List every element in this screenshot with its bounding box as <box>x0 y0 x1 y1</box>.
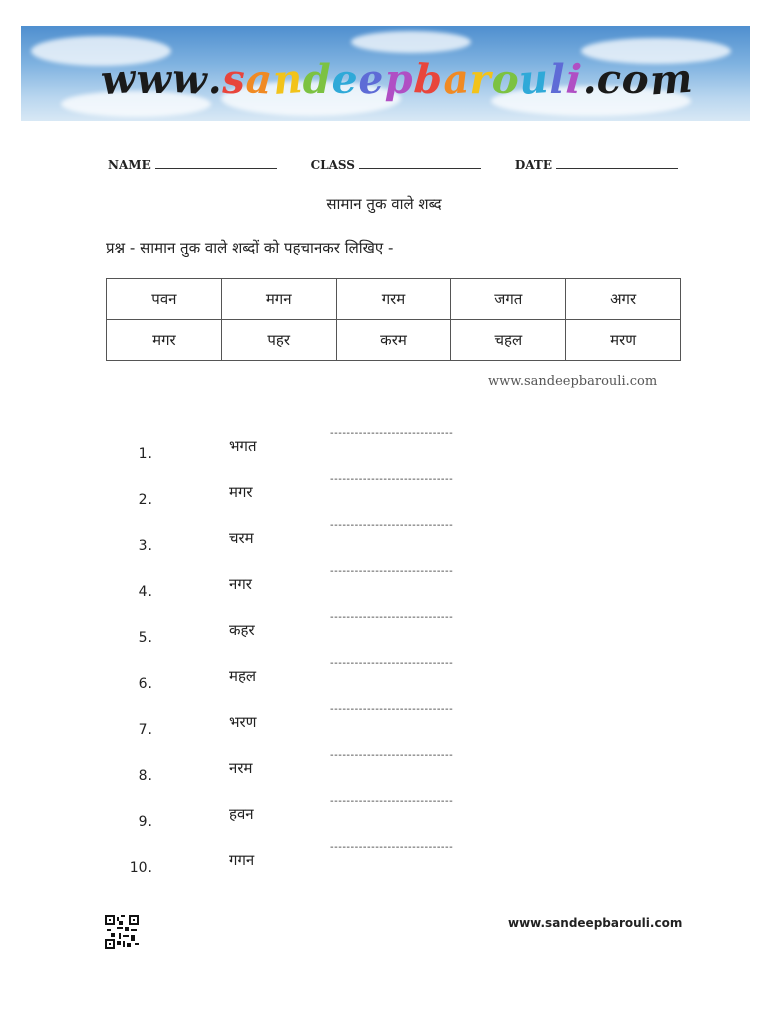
logo-letter: n <box>271 55 305 104</box>
item-word: कहर <box>229 621 255 639</box>
answer-blank[interactable]: ------------------------------ <box>330 566 454 577</box>
question-instruction: प्रश्न - सामान तुक वाले शब्दों को पहचानकर लिखिए - <box>106 239 394 257</box>
item-word: भगत <box>229 437 257 455</box>
table-cell: अगर <box>566 279 681 320</box>
item-number: 8. <box>138 768 152 784</box>
logo-letter: r <box>469 56 492 103</box>
table-cell: पहर <box>221 320 336 361</box>
table-row <box>107 279 681 320</box>
logo-letter: l <box>549 56 566 103</box>
answer-blank[interactable]: ------------------------------ <box>330 658 454 669</box>
logo-letter: p <box>384 56 414 103</box>
logo-letter: w <box>170 54 209 105</box>
logo-letter: o <box>490 55 521 104</box>
name-blank-line <box>155 158 277 169</box>
exercise-item <box>0 842 768 880</box>
table-cell: मगन <box>221 279 336 320</box>
answer-blank[interactable]: ------------------------------ <box>330 428 454 439</box>
footer-website[interactable]: www.sandeepbarouli.com <box>508 916 683 930</box>
rhyming-words-table <box>106 278 681 361</box>
item-number: 10. <box>129 860 152 876</box>
item-word: नरम <box>229 759 253 777</box>
logo-letter: d <box>302 56 332 103</box>
table-cell: गरम <box>336 279 451 320</box>
item-word: मगर <box>229 483 253 501</box>
table-cell: चहल <box>451 320 566 361</box>
item-word: नगर <box>229 575 252 593</box>
date-label: DATE <box>514 158 552 172</box>
table-cell: जगत <box>451 279 566 320</box>
class-label: CLASS <box>310 158 355 172</box>
answer-blank[interactable]: ------------------------------ <box>330 474 454 485</box>
answer-blank[interactable]: ------------------------------ <box>330 842 454 853</box>
qr-code-icon[interactable] <box>105 915 139 949</box>
exercise-item <box>0 520 768 558</box>
table-row <box>107 320 681 361</box>
name-field[interactable] <box>108 158 277 172</box>
item-number: 7. <box>138 722 152 738</box>
exercise-item <box>0 566 768 604</box>
logo-letter: a <box>244 55 275 104</box>
item-number: 6. <box>138 676 152 692</box>
answer-blank[interactable]: ------------------------------ <box>330 750 454 761</box>
logo-letter: o <box>620 55 652 104</box>
exercise-item <box>0 796 768 834</box>
logo-letter: b <box>412 55 445 104</box>
table-cell: मरण <box>566 320 681 361</box>
table-cell: करम <box>336 320 451 361</box>
logo-letter: s <box>222 56 246 103</box>
logo-letter: e <box>330 55 360 104</box>
logo-letter: a <box>441 55 472 104</box>
date-blank-line <box>556 158 678 169</box>
item-word: गगन <box>229 851 255 869</box>
logo-letter: . <box>205 55 224 104</box>
logo-letter: w <box>136 56 172 103</box>
site-logo-text[interactable] <box>101 56 693 103</box>
logo-letter: u <box>517 55 551 104</box>
table-cell: पवन <box>107 279 222 320</box>
logo-letter: . <box>580 55 599 104</box>
exercise-item <box>0 704 768 742</box>
class-blank-line <box>359 158 481 169</box>
worksheet-title: सामान तुक वाले शब्द <box>326 195 442 213</box>
exercise-item <box>0 428 768 466</box>
header-banner <box>21 26 750 121</box>
item-number: 3. <box>138 538 152 554</box>
item-word: हवन <box>229 805 254 823</box>
answer-blank[interactable]: ------------------------------ <box>330 612 454 623</box>
student-info-row <box>108 158 678 172</box>
table-cell: मगर <box>107 320 222 361</box>
item-number: 1. <box>138 446 152 462</box>
item-word: चरम <box>229 529 254 547</box>
logo-letter: m <box>648 54 695 105</box>
answer-blank[interactable]: ------------------------------ <box>330 796 454 807</box>
item-number: 4. <box>138 584 152 600</box>
logo-letter: w <box>99 54 139 105</box>
exercise-item <box>0 612 768 650</box>
item-word: महल <box>229 667 257 685</box>
class-field[interactable] <box>311 158 481 172</box>
item-number: 5. <box>138 630 152 646</box>
exercise-item <box>0 658 768 696</box>
item-number: 2. <box>138 492 152 508</box>
logo-letter: e <box>356 55 387 104</box>
website-watermark: www.sandeepbarouli.com <box>488 374 658 389</box>
item-number: 9. <box>138 814 152 830</box>
answer-blank[interactable]: ------------------------------ <box>330 704 454 715</box>
item-word: भरण <box>229 713 257 731</box>
exercise-item <box>0 474 768 512</box>
name-label: NAME <box>108 158 151 172</box>
logo-letter: c <box>596 56 623 103</box>
date-field[interactable] <box>515 158 678 172</box>
answer-blank[interactable]: ------------------------------ <box>330 520 454 531</box>
logo-letter: i <box>563 55 584 104</box>
exercise-item <box>0 750 768 788</box>
